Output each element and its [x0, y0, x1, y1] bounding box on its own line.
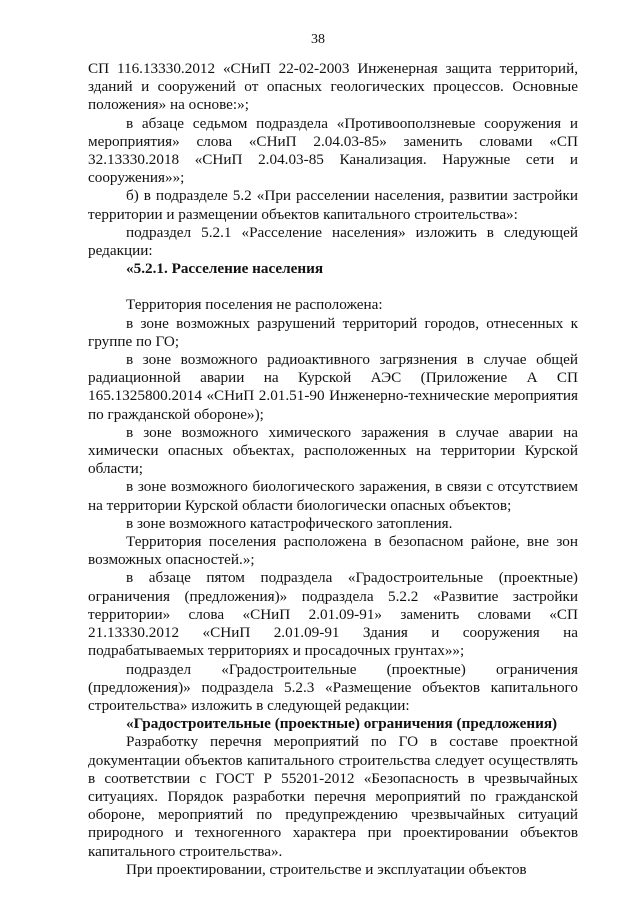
paragraph: СП 116.13330.2012 «СНиП 22-02-2003 Инженерная защита территорий, зданий и сооружений от опасных геологических процессов. Основные положения» на основе:»; — [88, 60, 578, 114]
section-heading: «Градостроительные (проектные) ограничения (предложения) — [126, 715, 558, 733]
paragraph: Разработку перечня мероприятий по ГО в составе проектной документации объектов капитального строительства следует осуществлять в соответствии с ГОСТ Р 55201-2012 «Безопасность в чрезвычайных ситуациях. Порядок разработки перечня мероприятий по гражданской обороне, мероприятий по предупреждению чрезвычайных ситуаций природного и техногенного характера при проектировании объектов капитального строительства». — [88, 733, 578, 860]
paragraph: подраздел «Градостроительные (проектные) ограничения (предложения)» подраздела 5.2.3 «Размещение объектов капитального строительства» изложить в следующей редакции: — [88, 660, 578, 714]
paragraph: б) в подразделе 5.2 «При расселении населения, развитии застройки территории и размещении объектов капитального строительства»: — [88, 187, 578, 223]
list-item: в зоне возможных разрушений территорий городов, отнесенных к группе по ГО; — [88, 314, 578, 350]
list-item: в зоне возможного биологического заражения, в связи с отсутствием на территории Курской области биологически опасных объектов; — [88, 478, 578, 514]
document-body — [88, 60, 578, 879]
paragraph: Территория поселения не расположена: — [126, 296, 383, 314]
paragraph: в абзаце пятом подраздела «Градостроительные (проектные) ограничения (предложения)» подраздела 5.2.2 «Развитие застройки территории» слова «СНиП 2.01.09-91» заменить словами «СП 21.13330.2012 «СНиП 2.01.09-91 Здания и сооружения на подрабатываемых территориях и просадочных грунтах»»; — [88, 569, 578, 660]
paragraph: в абзаце седьмом подраздела «Противооползневые сооружения и мероприятия» слова «СНиП 2.04.03-85» заменить словами «СП 32.13330.2018 «СНиП 2.04.03-85 Канализация. Наружные сети и сооружения»»; — [88, 114, 578, 187]
list-item: в зоне возможного радиоактивного загрязнения в случае общей радиационной аварии на Курской АЭС (Приложение А СП 165.1325800.2014 «СНиП 2.01.51-90 Инженерно-технические мероприятия по гражданской обороне»); — [88, 351, 578, 423]
paragraph: подраздел 5.2.1 «Расселение населения» изложить в следующей редакции: — [88, 223, 578, 260]
list-item: в зоне возможного химического заражения в случае аварии на химически опасных объектах, расположенных на территории Курской области; — [88, 423, 578, 478]
paragraph: Территория поселения расположена в безопасном районе, вне зон возможных опасностей.»; — [88, 533, 578, 569]
section-heading: «5.2.1. Расселение населения — [126, 260, 324, 278]
paragraph: При проектировании, строительстве и эксплуатации объектов — [126, 860, 527, 878]
page-number: 38 — [311, 32, 325, 47]
list-item: в зоне возможного катастрофического затопления. — [126, 514, 453, 532]
